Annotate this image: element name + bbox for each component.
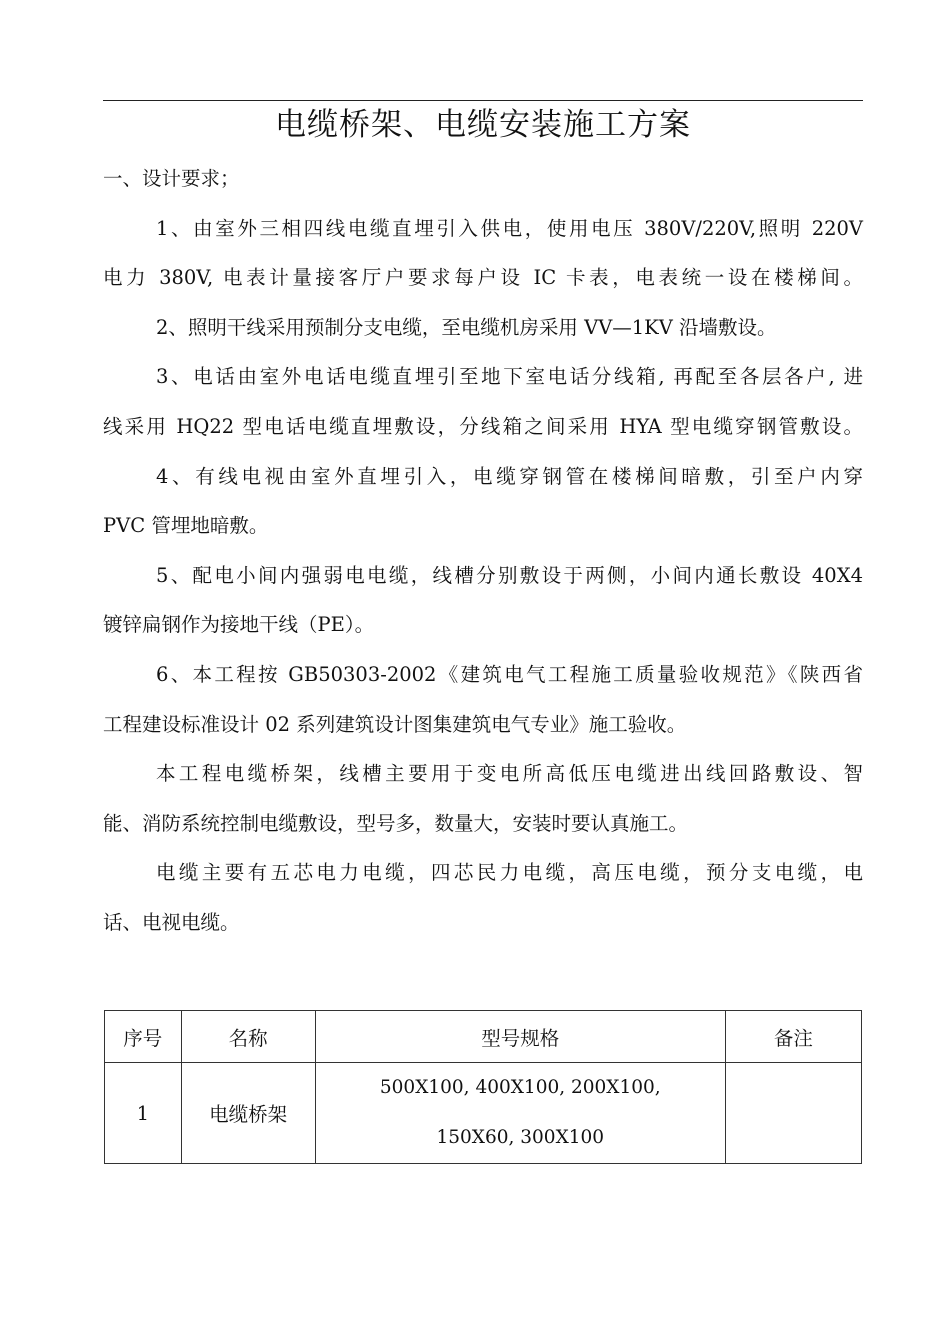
cell-spec <box>315 1063 725 1164</box>
paragraph-line: PVC 管埋地暗敷。 <box>103 514 269 538</box>
header-name: 名称 <box>181 1011 315 1063</box>
section-heading: 一、设计要求； <box>103 167 240 190</box>
paragraph-line: 能、消防系统控制电缆敷设，型号多，数量大，安装时要认真施工。 <box>103 811 689 835</box>
paragraph-line: 镀锌扁钢作为接地干线（PE）。 <box>103 613 375 637</box>
paragraph-line: 2、照明干线采用预制分支电缆，至电缆机房采用 VV—1KV 沿墙敷设。 <box>156 315 777 339</box>
document-title: 电缆桥架、电缆安装施工方案 <box>275 107 691 143</box>
paragraph-line: 6、本工程按 GB50303-2002《建筑电气工程施工质量验收规范》《陕西省 <box>156 662 863 686</box>
paragraph-line: 1、由室外三相四线电缆直埋引入供电，使用电压 380V/220V,照明 220V <box>156 216 863 240</box>
spec-line: 150X60, 300X100 <box>436 1127 605 1148</box>
paragraph-line: 电缆主要有五芯电力电缆，四芯民力电缆，高压电缆，预分支电缆，电 <box>156 861 863 885</box>
paragraph-line: 工程建设标准设计 02 系列建筑设计图集建筑电气专业》施工验收。 <box>103 712 687 736</box>
document-body <box>103 154 863 948</box>
header-index: 序号 <box>105 1011 182 1063</box>
cell-name: 电缆桥架 <box>181 1063 315 1164</box>
table-header-row <box>105 1011 862 1063</box>
paragraph-line: 本工程电缆桥架，线槽主要用于变电所高低压电缆进出线回路敷设、智 <box>156 762 863 786</box>
table-row <box>105 1063 862 1164</box>
cell-index: 1 <box>105 1063 182 1164</box>
header-rule <box>103 100 863 101</box>
paragraph-line: 4、有线电视由室外直埋引入，电缆穿钢管在楼梯间暗敷，引至户内穿 <box>156 464 863 488</box>
header-spec: 型号规格 <box>315 1011 725 1063</box>
header-note: 备注 <box>725 1011 861 1063</box>
paragraph-line: 线采用 HQ22 型电话电缆直埋敷设，分线箱之间采用 HYA 型电缆穿钢管敷设。 <box>103 414 863 438</box>
paragraph-line: 话、电视电缆。 <box>103 910 240 934</box>
paragraph-line: 5、配电小间内强弱电电缆，线槽分别敷设于两侧，小间内通长敷设 40X4 <box>156 563 863 587</box>
spec-table <box>104 1010 862 1164</box>
spec-line: 500X100, 400X100, 200X100, <box>379 1077 661 1098</box>
paragraph-line: 3、电话由室外电话电缆直埋引至地下室电话分线箱, 再配至各层各户, 进 <box>156 365 863 389</box>
paragraph-line: 电力 380V, 电表计量接客厅户要求每户设 IC 卡表，电表统一设在楼梯间。 <box>103 266 863 290</box>
cell-note <box>725 1063 861 1164</box>
